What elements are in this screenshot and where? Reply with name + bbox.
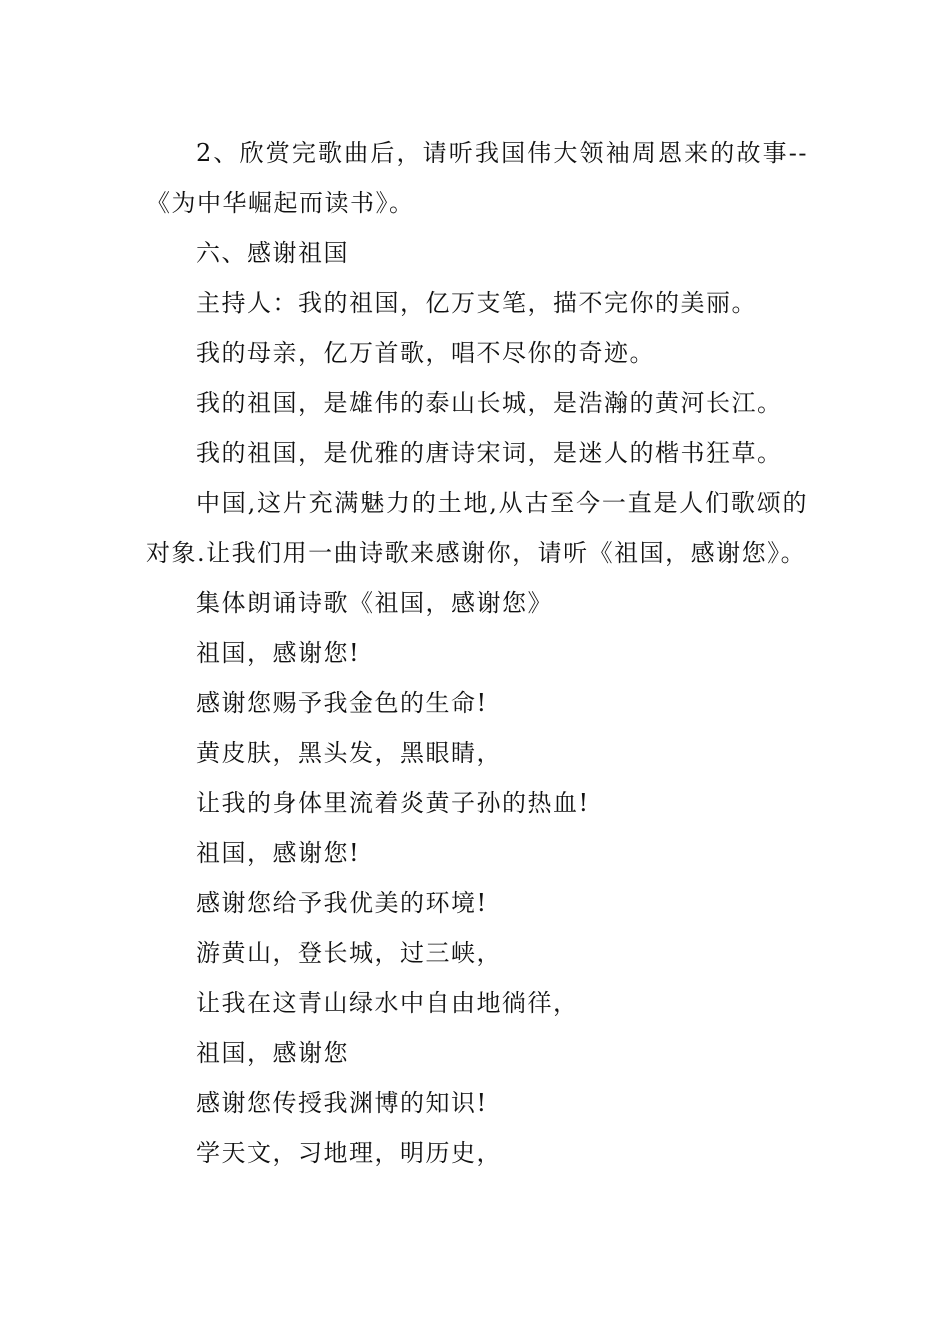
text-line: 我的母亲，亿万首歌，唱不尽你的奇迹。 (196, 339, 655, 367)
poem-line: 祖国，感谢您! (196, 639, 361, 667)
poem-line: 让我在这青山绿水中自由地徜徉， (196, 989, 579, 1017)
poem-line: 感谢您赐予我金色的生命! (196, 689, 488, 717)
poem-line: 游黄山，登长城，过三峡， (196, 939, 502, 967)
poem-line: 学天文，习地理，明历史， (196, 1139, 502, 1167)
paragraph-activity-2: 2、欣赏完歌曲后，请听我国伟大领袖周恩来的故事--《为中华崛起而读书》。 (146, 139, 808, 217)
text-line: 我的祖国，是雄伟的泰山长城，是浩瀚的黄河长江。 (196, 389, 783, 417)
poem-line: 祖国，感谢您 (196, 1039, 349, 1067)
poem-line: 让我的身体里流着炎黄子孙的热血! (196, 789, 590, 817)
section-heading-thank-motherland: 六、感谢祖国 (196, 239, 349, 267)
document-body (146, 128, 808, 1178)
paragraph-china-intro: 中国,这片充满魅力的土地,从古至今一直是人们歌颂的对象.让我们用一曲诗歌来感谢你，请听《祖国，感谢您》。 (146, 489, 808, 567)
poem-title-line: 集体朗诵诗歌《祖国，感谢您》 (196, 589, 553, 617)
text-line: 我的祖国，是优雅的唐诗宋词，是迷人的楷书狂草。 (196, 439, 783, 467)
poem-line: 黄皮肤，黑头发，黑眼睛， (196, 739, 502, 767)
poem-line: 感谢您传授我渊博的知识! (196, 1089, 488, 1117)
host-line: 主持人：我的祖国，亿万支笔，描不完你的美丽。 (196, 289, 757, 317)
poem-line: 感谢您给予我优美的环境! (196, 889, 488, 917)
poem-line: 祖国，感谢您! (196, 839, 361, 867)
